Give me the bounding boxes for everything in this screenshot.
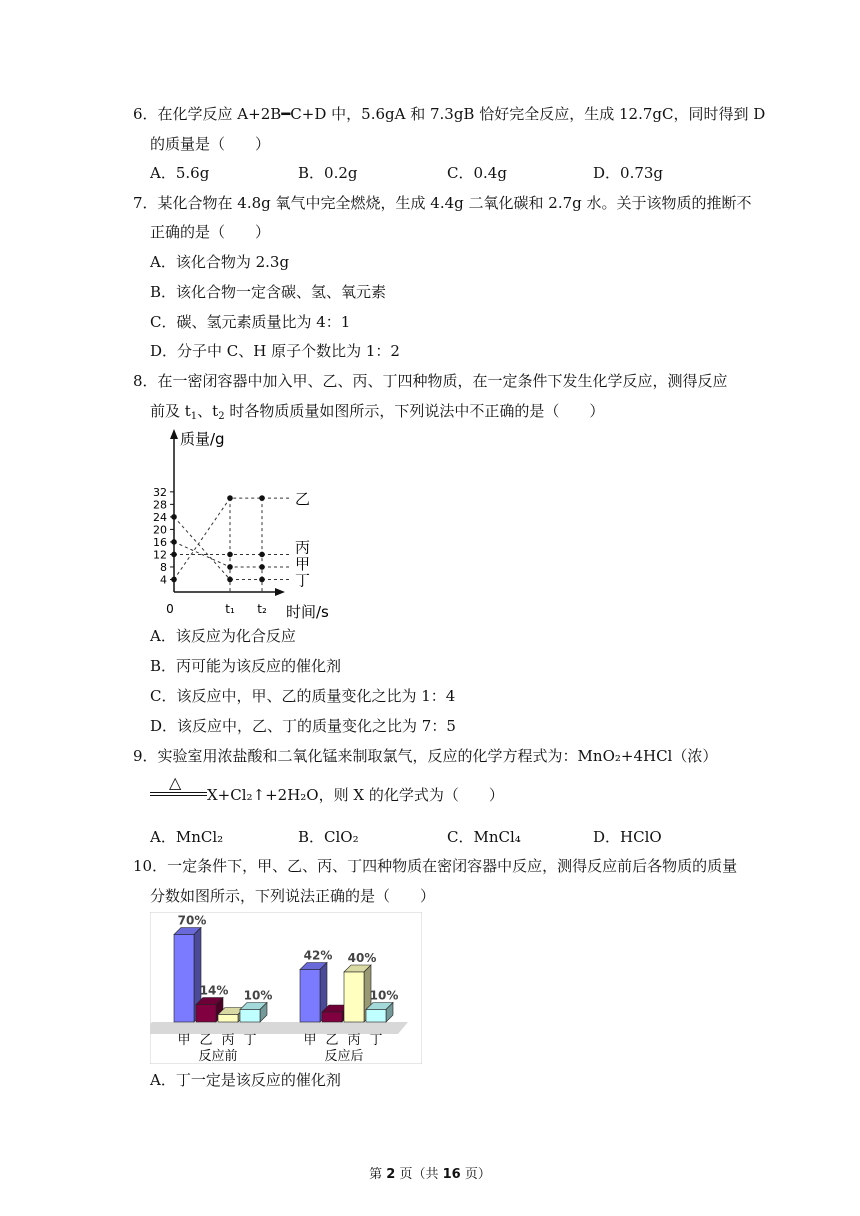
data-point — [171, 539, 177, 545]
series-label-乙: 乙 — [295, 490, 311, 509]
category-label: 甲 — [177, 1033, 191, 1048]
bar-甲 — [300, 970, 320, 1023]
y-axis-arrow — [170, 429, 178, 439]
mass-fraction-bar-chart — [150, 912, 422, 1064]
x-tick-label: t₁ — [225, 602, 235, 616]
category-label: 乙 — [199, 1033, 213, 1048]
data-point — [259, 495, 265, 501]
q7-option-b: B．该化合物一定含碳、氢、氧元素 — [150, 283, 387, 301]
page-footer: 第 2 页（共 16 页） — [369, 1167, 491, 1182]
y-tick-label: 32 — [153, 485, 167, 499]
q6-option-d: D．0.73g — [593, 164, 664, 182]
data-point — [259, 564, 265, 570]
bar-value-label: 42% — [303, 948, 333, 963]
q9-line1: 9．实验室用浓盐酸和二氧化锰来制取氯气，反应的化学方程式为：MnO₂+4HCl（浓） — [133, 747, 718, 765]
q9-line2: X+Cl₂↑+2H₂O，则 X 的化学式为（ ） — [207, 786, 504, 804]
q8-option-b: B．丙可能为该反应的催化剂 — [150, 657, 342, 675]
q10-line2: 分数如图所示，下列说法正确的是（ ） — [150, 887, 436, 905]
bar-value-label: 14% — [199, 983, 229, 998]
page-total: 16 — [442, 1167, 461, 1182]
y-tick-label: 20 — [153, 523, 167, 537]
q7-line1: 7．某化合物在 4.8g 氧气中完全燃烧，生成 4.4g 二氧化碳和 2.7g 水。关于该物质的推断不 — [133, 194, 752, 212]
q7-option-d: D．分子中 C、H 原子个数比为 1：2 — [150, 342, 400, 360]
bar-value-label: 10% — [243, 988, 273, 1003]
q7-option-a: A．该化合物为 2.3g — [150, 253, 290, 271]
q6-line1: 6．在化学反应 A+2B━C+D 中，5.6gA 和 7.3gB 恰好完全反应，生成 12.7gC，同时得到 D — [133, 105, 766, 123]
y-tick-label: 8 — [160, 560, 167, 574]
data-point — [227, 495, 233, 501]
q6-option-c: C．0.4g — [447, 164, 507, 182]
bar-value-label: 10% — [369, 988, 399, 1003]
series-label-丙: 丙 — [295, 538, 311, 557]
y-tick-label: 4 — [160, 573, 167, 587]
q9-option-d: D．HClO — [593, 828, 662, 846]
bar-乙 — [196, 1005, 216, 1023]
x-tick-label: 0 — [166, 602, 174, 616]
data-point — [171, 577, 177, 583]
q9-option-b: B．ClO₂ — [298, 828, 359, 846]
data-point — [259, 577, 265, 583]
category-label: 丁 — [243, 1033, 257, 1048]
y-tick-label: 16 — [153, 535, 167, 549]
group-label: 反应后 — [324, 1049, 364, 1064]
data-point — [227, 564, 233, 570]
category-label: 乙 — [325, 1033, 339, 1048]
mass-time-chart — [138, 425, 338, 620]
q8-option-c: C．该反应中，甲、乙的质量变化之比为 1：4 — [150, 687, 456, 705]
q7-option-c: C．碳、氢元素质量比为 4：1 — [150, 313, 351, 331]
q6-line2: 的质量是（ ） — [150, 135, 271, 153]
bar-甲 — [174, 935, 194, 1023]
series-label-甲: 甲 — [295, 554, 311, 573]
x-axis-label: 时间/s — [286, 603, 329, 620]
category-label: 丙 — [347, 1033, 361, 1048]
q8-option-a: A．该反应为化合反应 — [150, 627, 296, 645]
q9-equals-sign — [150, 792, 207, 796]
group-label: 反应前 — [198, 1049, 238, 1064]
q10-line1: 10．一定条件下，甲、乙、丙、丁四种物质在密闭容器中反应，测得反应前后各物质的质量 — [133, 857, 738, 875]
q7-line2: 正确的是（ ） — [150, 223, 271, 241]
x-axis-arrow — [275, 588, 285, 596]
data-point — [171, 514, 177, 520]
q10-option-a: A．丁一定是该反应的催化剂 — [150, 1071, 341, 1089]
y-axis-label: 质量/g — [180, 430, 225, 448]
category-label: 丁 — [369, 1033, 383, 1048]
q6-option-b: B．0.2g — [298, 164, 358, 182]
q9-option-a: A．MnCl₂ — [150, 828, 224, 846]
bar-丙 — [218, 1015, 238, 1023]
q9-delta: △ — [169, 773, 182, 792]
y-tick-label: 12 — [153, 548, 167, 562]
page-number: 2 — [386, 1167, 396, 1182]
series-label-丁: 丁 — [295, 571, 311, 590]
data-point — [227, 552, 233, 558]
bar-value-label: 40% — [347, 951, 377, 965]
q9-option-c: C．MnCl₄ — [447, 828, 521, 846]
q8-option-d: D．该反应中，乙、丁的质量变化之比为 7：5 — [150, 717, 456, 735]
category-label: 甲 — [303, 1033, 317, 1048]
bar-乙 — [322, 1012, 342, 1022]
data-point — [227, 577, 233, 583]
bar-丁 — [240, 1010, 260, 1023]
data-point — [259, 552, 265, 558]
bar-丁 — [366, 1010, 386, 1023]
bar-丙 — [344, 972, 364, 1022]
data-point — [171, 552, 177, 558]
q8-line2: 前及 $t_1$、$t_2$ 时各物质质量如图所示，下列说法中不正确的是（ ） — [150, 402, 605, 422]
q6-option-a: A．5.6g — [150, 164, 210, 182]
y-tick-label: 24 — [153, 510, 167, 524]
x-tick-label: t₂ — [257, 602, 267, 616]
bar-value-label: 70% — [177, 913, 207, 928]
y-tick-label: 28 — [153, 498, 167, 512]
q8-line1: 8．在一密闭容器中加入甲、乙、丙、丁四种物质，在一定条件下发生化学反应，测得反应 — [133, 372, 728, 390]
category-label: 丙 — [221, 1033, 235, 1048]
